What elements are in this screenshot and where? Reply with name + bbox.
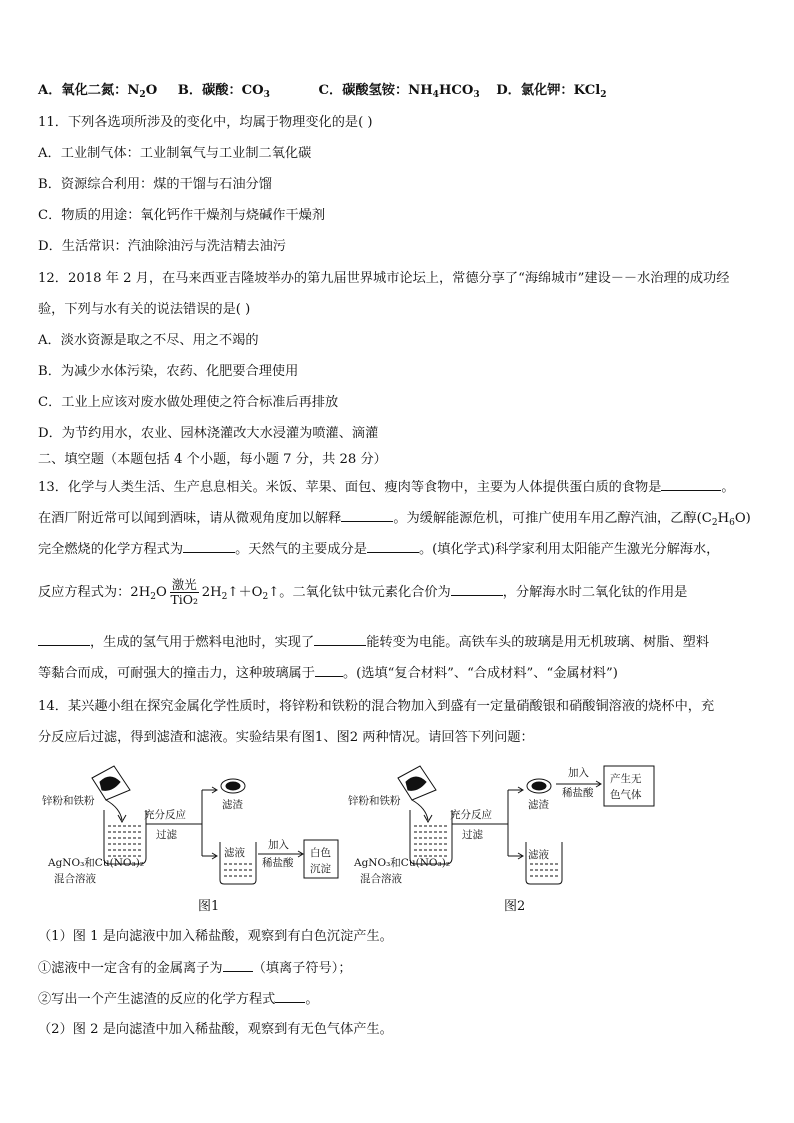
section-heading: 二、填空题（本题包括 4 个小题，每小题 7 分，共 28 分） — [38, 452, 387, 467]
q13-text: ，生成的氢气用于燃料电池时，实现了 — [90, 635, 315, 650]
fig1-result-line2: 沉淀 — [310, 863, 331, 875]
q13-punct: 。 — [721, 480, 735, 495]
q11-option-b: B．资源综合利用：煤的干馏与石油分馏 — [38, 177, 272, 192]
q13-line1 — [38, 478, 735, 497]
q14-text: （填离子符号）； — [252, 961, 352, 976]
fig1-solution-line1: AgNO₃和Cu(NO₃)₂ — [48, 857, 145, 869]
answer-blank — [314, 633, 366, 646]
figure-1 — [40, 760, 340, 920]
q11-stem: 11．下列各选项所涉及的变化中，均属于物理变化的是( ) — [38, 115, 373, 130]
q13-text: 。为缓解能源危机，可推广使用车用乙醇汽油，乙醇(C — [393, 511, 712, 526]
q13-text: ↑。二氧化钛中钛元素化合价为 — [268, 585, 451, 600]
q14-part2: （2）图 2 是向滤渣中加入稀盐酸，观察到有无色气体产生。 — [38, 1022, 393, 1037]
powder-icon — [406, 777, 426, 790]
answer-blank — [341, 509, 393, 522]
fig2-filter-label: 过滤 — [462, 829, 483, 841]
q13-text: 。(填化学式)科学家利用太阳能产生激光分解海水， — [418, 542, 720, 557]
q13-text: 2H — [201, 585, 222, 600]
fig2-solution-line1: AgNO₃和Cu(NO₃)₂ — [354, 857, 451, 869]
q14-text: 。 — [305, 992, 319, 1007]
option-c: C．碳酸氢铵：$NH_4HCO_3$ — [318, 83, 480, 100]
fig2-result-line1: 产生无 — [610, 773, 642, 785]
fig2-residue-label: 滤渣 — [528, 799, 549, 811]
fig2-add-label: 加入 — [568, 767, 589, 779]
fig2-filtrate-label: 滤液 — [528, 849, 549, 861]
option-a: A．氧化二氮：$N_2O$ — [38, 83, 158, 100]
q11-option-d: D．生活常识：汽油除油污与洗洁精去油污 — [38, 239, 286, 254]
q13-text: 完全燃烧的化学方程式为 — [38, 542, 184, 557]
option-b: B．碳酸：$CO_3$ — [177, 83, 270, 100]
fig1-react-label: 充分反应 — [144, 809, 186, 821]
q13-line4 — [38, 578, 687, 607]
fig2-caption: 图2 — [504, 899, 526, 914]
answer-blank — [367, 540, 419, 553]
q11-option-c: C．物质的用途：氧化钙作干燥剂与烧碱作干燥剂 — [38, 208, 326, 223]
q13-text: 。天然气的主要成分是 — [235, 542, 367, 557]
fig2-acid-label: 稀盐酸 — [562, 787, 594, 799]
q13-line3 — [38, 540, 719, 559]
q13-line6 — [38, 664, 618, 683]
fig1-solution-line2: 混合溶液 — [54, 873, 96, 885]
q12-stem-line2: 验，下列与水有关的说法错误的是( ) — [38, 302, 251, 317]
condition-top: 激光 — [171, 577, 197, 592]
answer-blank — [451, 583, 503, 596]
fig2-solution-line2: 混合溶液 — [360, 873, 402, 885]
q13-text: 13．化学与人类生活、生产息息相关。米饭、苹果、面包、瘦肉等食物中，主要为人体提供蛋白质的食物是 — [38, 480, 662, 495]
answer-blank — [275, 990, 305, 1003]
fig1-caption: 图1 — [198, 899, 220, 914]
fig1-acid-label: 稀盐酸 — [262, 857, 294, 869]
q12-option-a: A．淡水资源是取之不尽、用之不竭的 — [38, 333, 259, 348]
fig1-residue-label: 滤渣 — [222, 799, 243, 811]
answer-blank — [315, 664, 343, 677]
answer-blank — [661, 478, 721, 491]
q12-option-d: D．为节约用水，农业、园林浇灌改大水浸灌为喷灌、滴灌 — [38, 426, 379, 441]
q13-text: 在酒厂附近常可以闻到酒味，请从微观角度加以解释 — [38, 511, 342, 526]
fig2-powder-label: 锌粉和铁粉 — [348, 795, 401, 807]
q14-stem-line1: 14．某兴趣小组在探究金属化学性质时，将锌粉和铁粉的混合物加入到盛有一定量硝酸银和硝酸铜溶液的烧杯中，充 — [38, 699, 715, 714]
fig1-filter-label: 过滤 — [156, 829, 177, 841]
fig1-result-line1: 白色 — [310, 847, 331, 859]
subscript: 2 — [711, 518, 718, 528]
q13-text: 能转变为电能。高铁车头的玻璃是用无机玻璃、树脂、塑料 — [366, 635, 710, 650]
q11-option-a: A．工业制气体：工业制氧气与工业制二氧化碳 — [38, 146, 312, 161]
option-row-prev — [38, 82, 607, 104]
q13-text: H — [717, 511, 730, 526]
fig1-add-label: 加入 — [268, 839, 289, 851]
option-d: D．氯化钾：KCl$_2$ — [496, 83, 607, 100]
subscript: 2 — [150, 592, 156, 602]
q13-text: ↑＋O — [227, 585, 263, 600]
subscript: 6 — [729, 518, 735, 528]
q12-option-c: C．工业上应该对废水做处理使之符合标准后再排放 — [38, 395, 339, 410]
subscript: 2 — [221, 592, 228, 602]
fig2-result-line2: 色气体 — [610, 789, 642, 801]
q14-part1: （1）图 1 是向滤液中加入稀盐酸，观察到有白色沉淀产生。 — [38, 929, 393, 944]
answer-blank — [223, 959, 253, 972]
answer-blank — [38, 633, 90, 646]
q13-text: 。(选填“复合材料”、“合成材料”、“金属材料”) — [342, 666, 618, 681]
reaction-condition — [170, 578, 199, 607]
q13-line5 — [38, 633, 709, 652]
q13-text: ，分解海水时二氧化钛的作用是 — [502, 585, 688, 600]
q14-part1-ii — [38, 990, 319, 1009]
fig2-react-label: 充分反应 — [450, 809, 492, 821]
q12-stem-line1: 12．2018 年 2 月，在马来西亚吉隆坡举办的第九届世界城市论坛上，常德分享了“海绵城市”建设－－水治理的成功经 — [38, 271, 730, 286]
fig1-powder-label: 锌粉和铁粉 — [42, 795, 95, 807]
q13-line2 — [38, 509, 751, 532]
q13-text: O — [155, 585, 167, 600]
q14-part1-i — [38, 959, 352, 978]
condition-bottom: TiO₂ — [170, 592, 199, 607]
q13-text: O) — [734, 511, 751, 526]
q13-text: 反应方程式为：2H — [38, 585, 151, 600]
figure-2 — [346, 760, 666, 920]
q14-text: ②写出一个产生滤渣的反应的化学方程式 — [38, 992, 276, 1007]
q12-option-b: B．为减少水体污染，农药、化肥要合理使用 — [38, 364, 299, 379]
q14-text: ①滤液中一定含有的金属离子为 — [38, 961, 223, 976]
answer-blank — [183, 540, 235, 553]
powder-icon — [100, 777, 120, 790]
q14-stem-line2: 分反应后过滤，得到滤渣和滤液。实验结果有图1、图2 两种情况。请回答下列问题： — [38, 730, 534, 745]
q13-text: 等黏合而成，可耐强大的撞击力，这种玻璃属于 — [38, 666, 315, 681]
fig1-filtrate-label: 滤液 — [224, 847, 245, 859]
subscript: 2 — [262, 592, 269, 602]
